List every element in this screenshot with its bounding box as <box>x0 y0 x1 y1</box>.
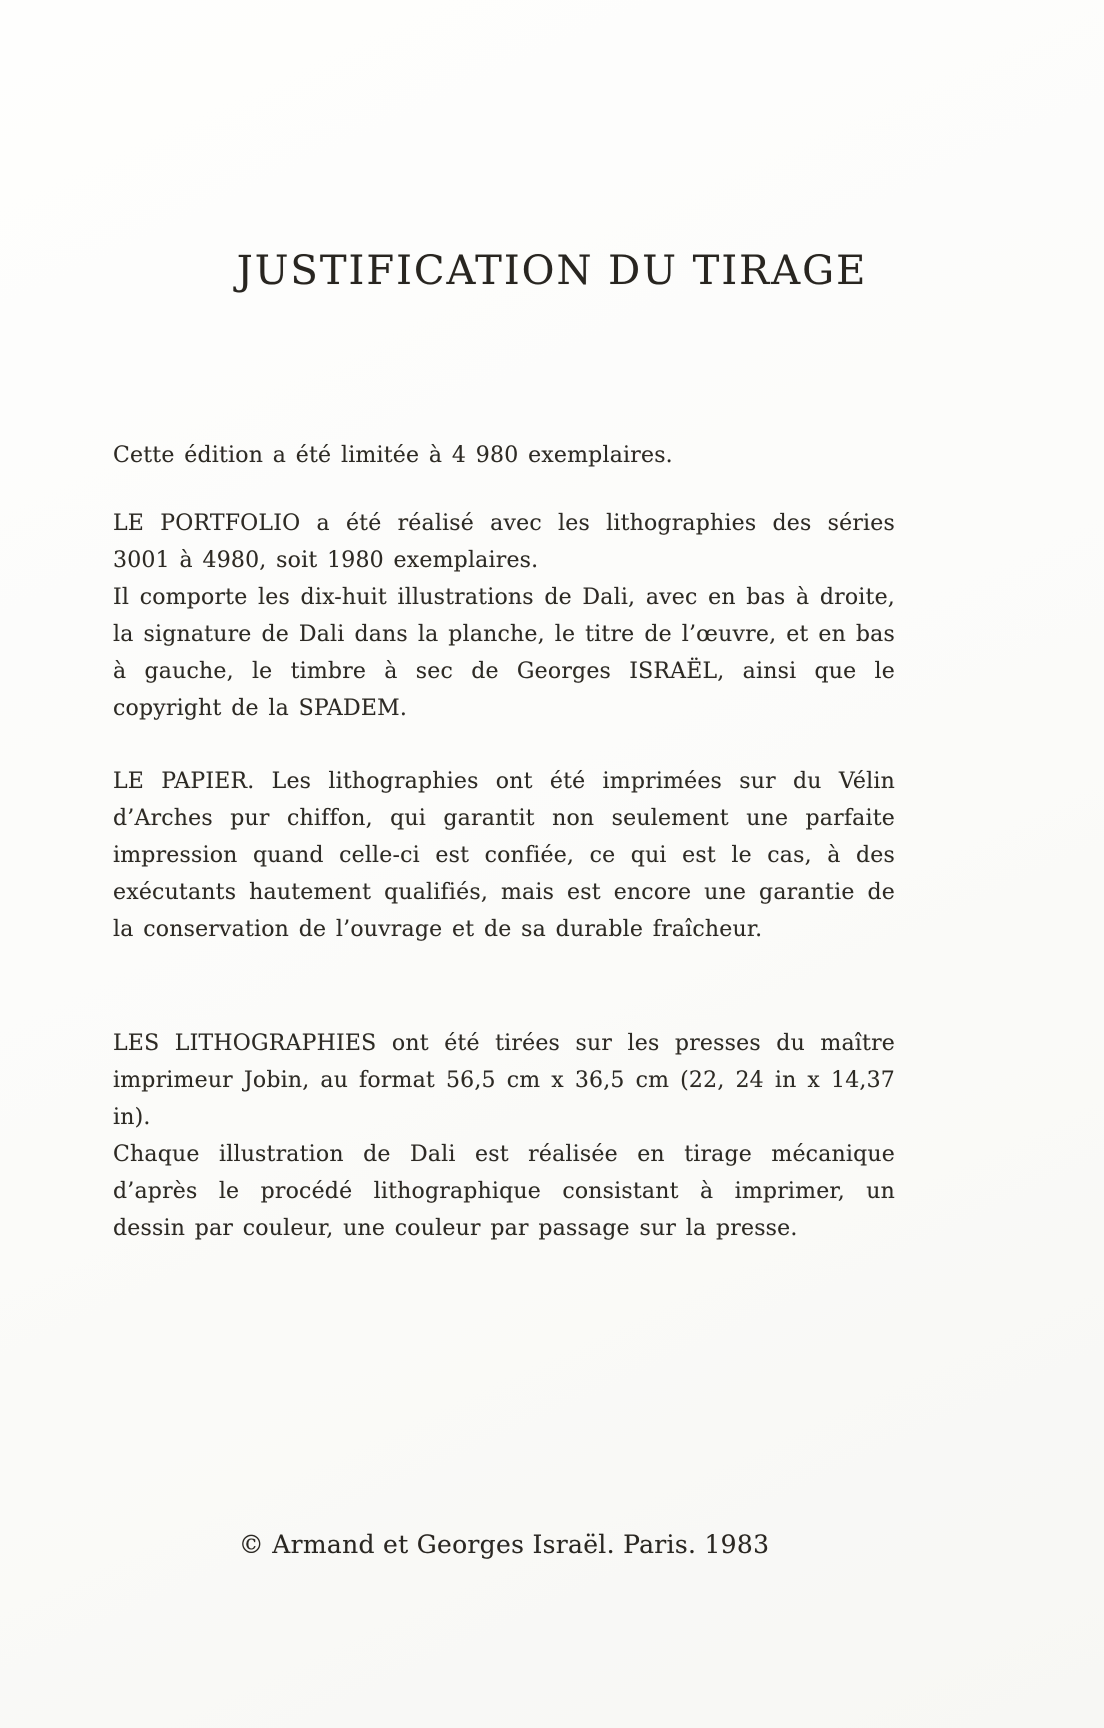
portfolio-text-1: LE PORTFOLIO a été réalisé avec les lithographies des séries 3001 à 4980, soit 1980 exemplaires. <box>113 511 895 573</box>
paragraph-lithographies <box>113 1025 895 1247</box>
document-title: JUSTIFICATION DU TIRAGE <box>236 248 868 294</box>
lithographies-text-1: LES LITHOGRAPHIES ont été tirées sur les presses du maître imprimeur Jobin, au format 56,5 cm x 36,5 cm (22, 24 in x 14,37 in). <box>113 1031 895 1130</box>
papier-text: LE PAPIER. Les lithographies ont été imprimées sur du Vélin d’Arches pur chiffon, qui garantit non seulement une parfaite impression quand celle-ci est confiée, ce qui est le cas, à des exécutants hautement qualifiés, mais est encore une garantie de la conservation de l’ouvrage et de sa durable fraîcheur. <box>113 769 895 942</box>
copyright-line: © Armand et Georges Israël. Paris. 1983 <box>238 1530 770 1559</box>
portfolio-text-2: Il comporte les dix-huit illustrations de Dali, avec en bas à droite, la signature de Dali dans la planche, le titre de l’œuvre, et en bas à gauche, le timbre à sec de Georges ISRAËL, ainsi que le copyright de la SPADEM. <box>113 585 895 721</box>
lithographies-text-2: Chaque illustration de Dali est réalisée en tirage mécanique d’après le procédé lithographique consistant à imprimer, un dessin par couleur, une couleur par passage sur la presse. <box>113 1142 895 1241</box>
paragraph-papier <box>113 763 895 948</box>
paragraph-portfolio <box>113 505 895 727</box>
edition-note-text: Cette édition a été limitée à 4 980 exemplaires. <box>113 443 673 468</box>
paragraph-edition-note <box>113 437 895 474</box>
